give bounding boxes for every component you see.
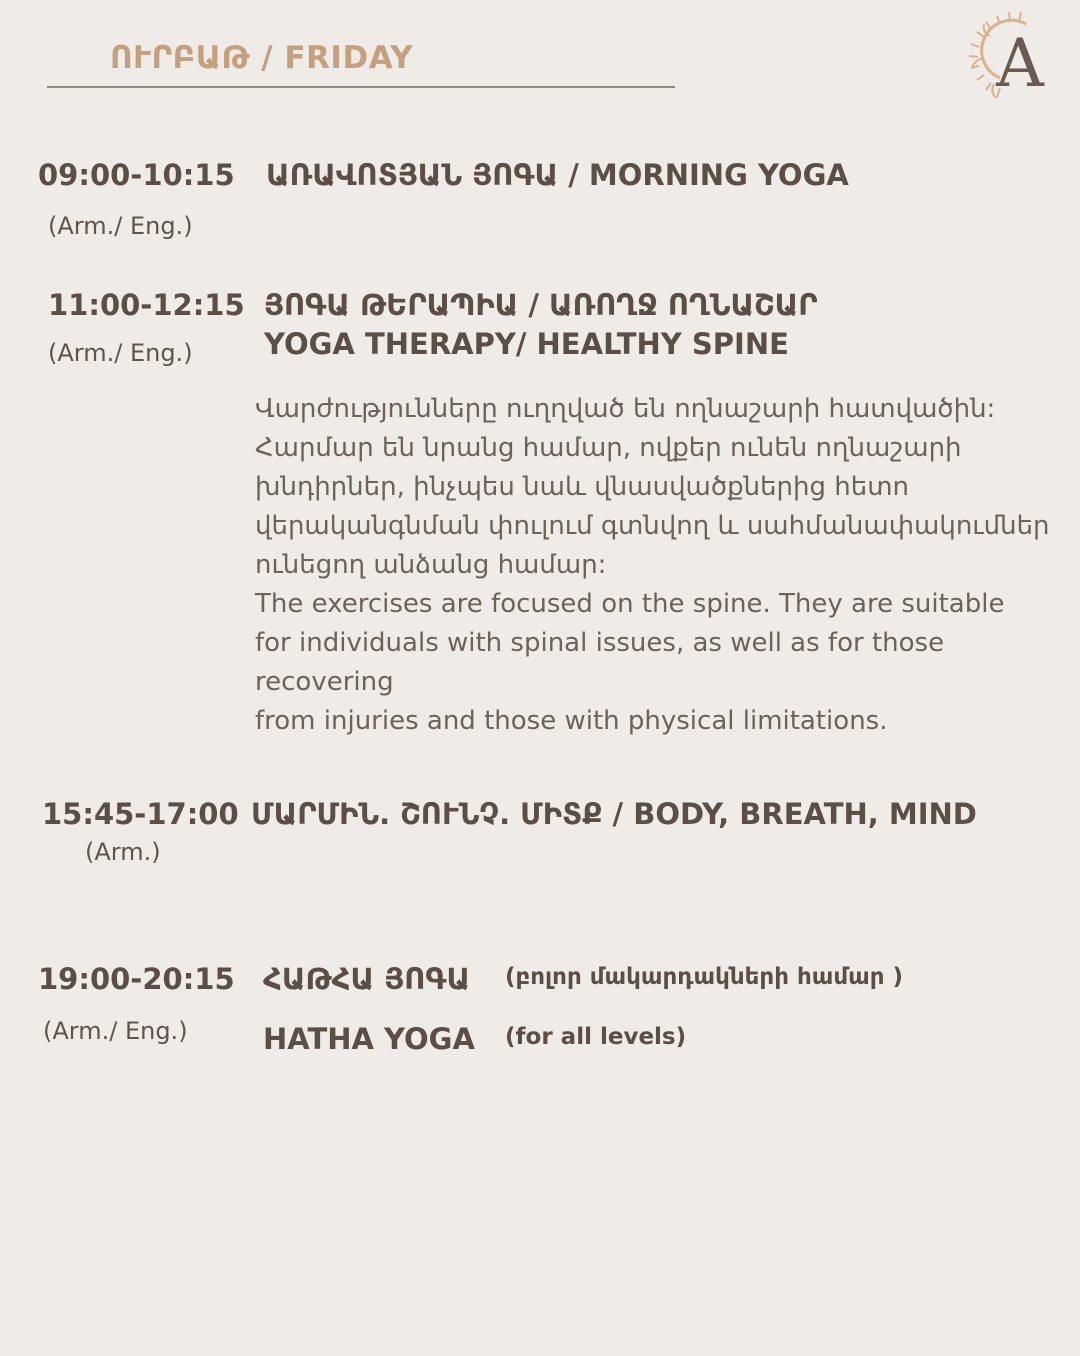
description-line: from injuries and those with physical limitations. [255, 706, 888, 736]
session-title: ԱՌԱՎՈՏՅԱՆ ՅՈԳԱ / MORNING YOGA [266, 158, 849, 192]
description-line: խնդիրներ, ինչպես նաև վնասվածքներից հետո [255, 472, 909, 502]
session-description [255, 390, 1065, 741]
description-line: Վարժությունները ուղղված են ողնաշարի հատվածին: [255, 394, 996, 424]
page-title: ՈՒՐԲԱԹ / FRIDAY [110, 40, 414, 76]
session-language: (Arm.) [85, 838, 161, 866]
session-time: 19:00-20:15 [38, 962, 235, 996]
session-time: 09:00-10:15 [38, 158, 235, 192]
session-title: ՀԱԹՀԱ ՅՈԳԱ [263, 962, 471, 996]
session-language: (Arm./ Eng.) [43, 1017, 188, 1045]
session-title: ՄԱՐՄԻՆ. ՇՈՒՆՉ. ՄԻՏՔ / BODY, BREATH, MIND [251, 797, 977, 831]
session-title-english: YOGA THERAPY/ HEALTHY SPINE [264, 327, 789, 361]
description-line: recovering [255, 667, 394, 697]
logo-icon [960, 6, 1070, 106]
description-line: ունեցող անձանց համար: [255, 550, 607, 580]
session-level-note: (for all levels) [505, 1024, 687, 1050]
svg-text:A: A [996, 25, 1044, 102]
session-language: (Arm./ Eng.) [48, 212, 193, 240]
session-title: ՅՈԳԱ ԹԵՐԱՊԻԱ / ԱՌՈՂՋ ՈՂՆԱՇԱՐ [264, 288, 818, 322]
description-line: վերականգնման փուլում գտնվող և սահմանափակումներ [255, 511, 1050, 541]
description-line: The exercises are focused on the spine. They are suitable [255, 589, 1005, 619]
header-divider [47, 86, 675, 88]
session-time: 15:45-17:00 [42, 797, 239, 831]
description-line: for individuals with spinal issues, as well as for those [255, 628, 945, 658]
session-language: (Arm./ Eng.) [48, 339, 193, 367]
session-time: 11:00-12:15 [48, 288, 245, 322]
session-level-note: (բոլոր մակարդակների համար ) [505, 964, 904, 990]
description-line: Հարմար են նրանց համար, ովքեր ունեն ողնաշարի [255, 433, 962, 463]
session-title-english: HATHA YOGA [263, 1022, 475, 1056]
